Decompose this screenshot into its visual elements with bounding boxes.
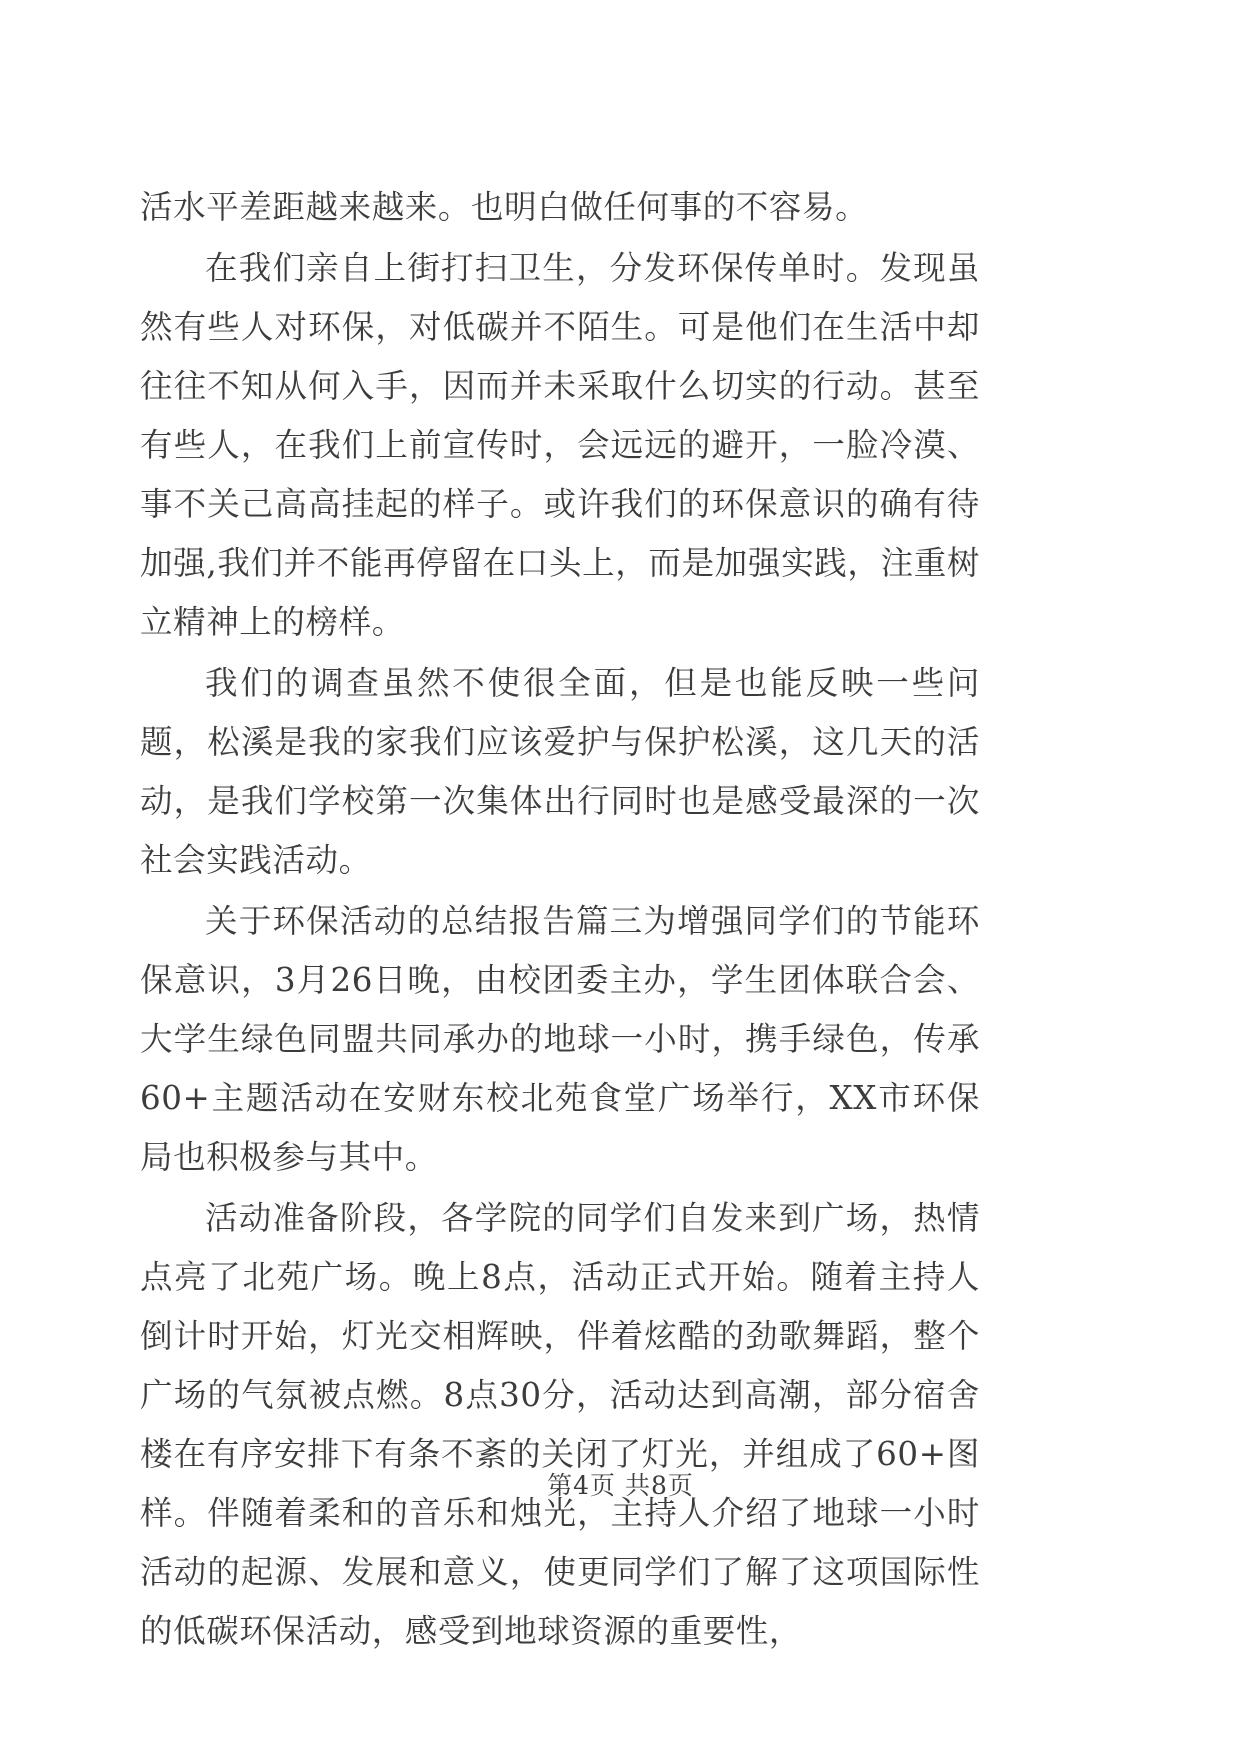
paragraph: 活水平差距越来越来。也明白做任何事的不容易。 bbox=[140, 188, 869, 226]
paragraph: 我们的调查虽然不使很全面，但是也能反映一些问题，松溪是我的家我们应该爱护与保护松溪，这几天的活动，是我们学校第一次集体出行同时也是感受最深的一次社会实践活动。 bbox=[140, 664, 980, 879]
paragraph: 活动准备阶段，各学院的同学们自发来到广场，热情点亮了北苑广场。晚上8点，活动正式开始。随着主持人倒计时开始，灯光交相辉映，伴着炫酷的劲歌舞蹈，整个广场的气氛被点燃。8点30分，活动达到高潮，部分宿舍楼在有序安排下有条不紊的关闭了灯光，并组成了60+图样。伴随着柔和的音乐和烛光，主持人介绍了地球一小时活动的起源、发展和意义，使更同学们了解了这项国际性的低碳环保活动，感受到地球资源的重要性， bbox=[140, 1199, 980, 1650]
paragraph: 在我们亲自上街打扫卫生，分发环保传单时。发现虽然有些人对环保，对低碳并不陌生。可是他们在生活中却往往不知从何入手，因而并未采取什么切实的行动。甚至有些人，在我们上前宣传时，会远远的避开，一脸冷漠、事不关己高高挂起的样子。或许我们的环保意识的确有待加强,我们并不能再停留在口头上，而是加强实践，注重树立精神上的榜样。 bbox=[140, 249, 980, 641]
paragraph: 关于环保活动的总结报告篇三为增强同学们的节能环保意识，3月26日晚，由校团委主办，学生团体联合会、大学生绿色同盟共同承办的地球一小时，携手绿色，传承60+主题活动在安财东校北苑食堂广场举行，XX市环保局也积极参与其中。 bbox=[140, 902, 980, 1176]
page-footer: 第4页 共8页 bbox=[547, 1471, 694, 1500]
document-body bbox=[140, 178, 980, 1663]
